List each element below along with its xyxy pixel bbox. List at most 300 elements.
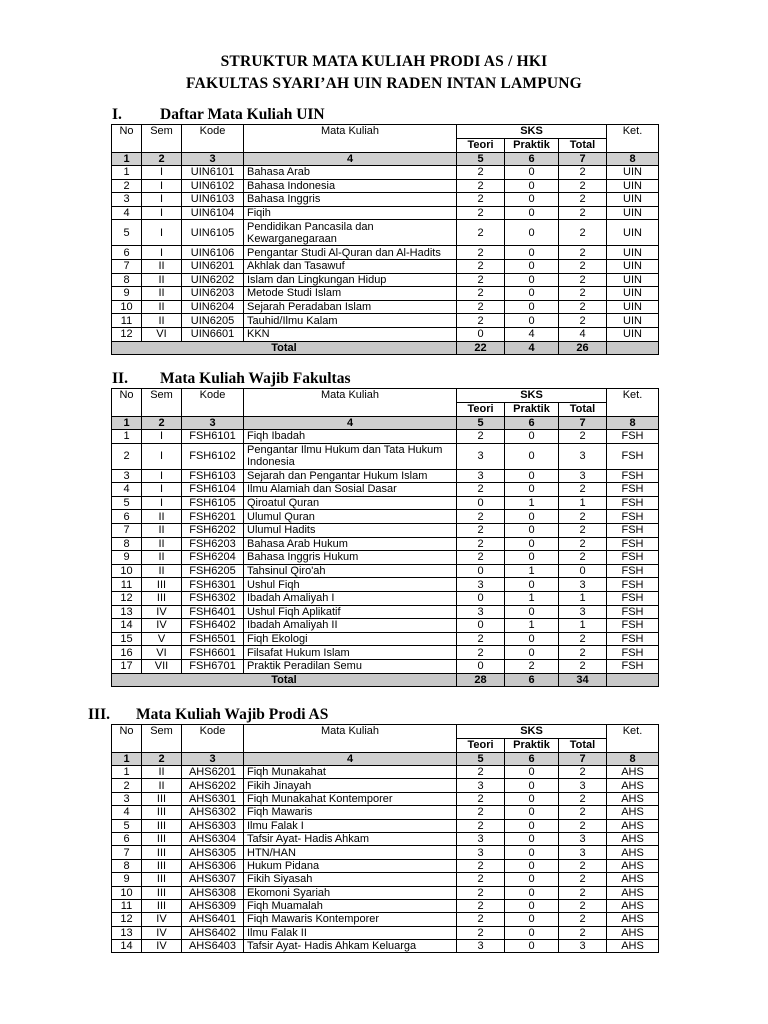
row-praktik: 0 — [505, 632, 559, 646]
table-row — [112, 193, 659, 207]
row-praktik: 0 — [505, 287, 559, 301]
table-row — [112, 886, 659, 899]
row-praktik: 0 — [505, 886, 559, 899]
row-total: 2 — [559, 646, 607, 660]
row-kode: UIN6106 — [182, 246, 244, 260]
no-header: No — [112, 125, 142, 153]
row-teori: 0 — [457, 659, 505, 673]
total-value: 26 — [559, 341, 607, 354]
row-sem: V — [142, 632, 182, 646]
column-number: 7 — [559, 753, 607, 766]
total-ket — [607, 673, 659, 686]
ket-header: Ket. — [607, 389, 659, 417]
row-ket: UIN — [607, 300, 659, 314]
row-course-name: Fiqh Ibadah — [244, 430, 457, 444]
row-sem: I — [142, 483, 182, 497]
row-ket: FSH — [607, 430, 659, 444]
row-no: 9 — [112, 873, 142, 886]
column-number: 4 — [244, 417, 457, 430]
row-no: 2 — [112, 443, 142, 469]
row-total: 2 — [559, 483, 607, 497]
row-praktik: 0 — [505, 220, 559, 246]
row-total: 2 — [559, 246, 607, 260]
row-total: 2 — [559, 806, 607, 819]
row-sem: II — [142, 273, 182, 287]
row-total: 2 — [559, 859, 607, 872]
row-ket: AHS — [607, 940, 659, 953]
row-no: 5 — [112, 220, 142, 246]
document-title-line-1: STRUKTUR MATA KULIAH PRODI AS / HKI — [220, 53, 548, 70]
row-ket: AHS — [607, 819, 659, 832]
row-teori: 2 — [457, 646, 505, 660]
section-3-number: III. — [88, 706, 110, 723]
row-ket: FSH — [607, 510, 659, 524]
row-ket: FSH — [607, 537, 659, 551]
table-row — [112, 523, 659, 537]
row-course-name: Tafsir Ayat- Hadis Ahkam Keluarga — [244, 940, 457, 953]
row-course-name: Ilmu Alamiah dan Sosial Dasar — [244, 483, 457, 497]
row-kode: UIN6201 — [182, 259, 244, 273]
section-3-title: Mata Kuliah Wajib Prodi AS — [136, 706, 329, 723]
row-teori: 2 — [457, 873, 505, 886]
mata-kuliah-header: Mata Kuliah — [244, 389, 457, 417]
teori-header: Teori — [457, 739, 505, 753]
row-ket: FSH — [607, 659, 659, 673]
row-kode: AHS6202 — [182, 779, 244, 792]
row-no: 11 — [112, 578, 142, 592]
row-course-name: Tahsinul Qiro'ah — [244, 564, 457, 578]
row-kode: FSH6401 — [182, 605, 244, 619]
row-sem: IV — [142, 913, 182, 926]
row-teori: 2 — [457, 273, 505, 287]
column-number: 8 — [607, 753, 659, 766]
row-praktik: 4 — [505, 327, 559, 341]
column-number: 1 — [112, 417, 142, 430]
row-sem: III — [142, 899, 182, 912]
table-row — [112, 913, 659, 926]
row-course-name: Fiqh Ekologi — [244, 632, 457, 646]
row-course-name: Tafsir Ayat- Hadis Ahkam — [244, 832, 457, 845]
row-total: 2 — [559, 873, 607, 886]
row-praktik: 0 — [505, 792, 559, 805]
row-total: 0 — [559, 564, 607, 578]
row-total: 2 — [559, 766, 607, 779]
table-row — [112, 632, 659, 646]
row-kode: UIN6205 — [182, 314, 244, 328]
row-no: 16 — [112, 646, 142, 660]
row-kode: UIN6601 — [182, 327, 244, 341]
column-number: 7 — [559, 153, 607, 166]
row-total: 2 — [559, 659, 607, 673]
row-praktik: 1 — [505, 591, 559, 605]
sks-header: SKS — [457, 125, 607, 139]
row-course-name: Bahasa Inggris — [244, 193, 457, 207]
row-no: 4 — [112, 206, 142, 220]
row-teori: 2 — [457, 246, 505, 260]
row-teori: 2 — [457, 220, 505, 246]
total-value: 4 — [505, 341, 559, 354]
table-row — [112, 430, 659, 444]
praktik-header: Praktik — [505, 139, 559, 153]
header-row — [112, 389, 659, 403]
row-sem: II — [142, 510, 182, 524]
row-teori: 2 — [457, 179, 505, 193]
row-no: 5 — [112, 819, 142, 832]
row-ket: UIN — [607, 246, 659, 260]
row-sem: II — [142, 766, 182, 779]
row-course-name: Qiroatul Quran — [244, 496, 457, 510]
row-sem: I — [142, 469, 182, 483]
row-kode: AHS6403 — [182, 940, 244, 953]
row-teori: 2 — [457, 206, 505, 220]
row-ket: AHS — [607, 832, 659, 845]
row-kode: AHS6303 — [182, 819, 244, 832]
row-no: 7 — [112, 846, 142, 859]
row-sem: I — [142, 179, 182, 193]
row-course-name: Ushul Fiqh Aplikatif — [244, 605, 457, 619]
row-course-name: Ibadah Amaliyah II — [244, 619, 457, 633]
row-total: 4 — [559, 327, 607, 341]
row-ket: AHS — [607, 846, 659, 859]
column-number: 3 — [182, 753, 244, 766]
row-no: 17 — [112, 659, 142, 673]
total-label: Total — [112, 673, 457, 686]
row-ket: FSH — [607, 483, 659, 497]
row-sem: IV — [142, 926, 182, 939]
praktik-header: Praktik — [505, 403, 559, 417]
row-kode: FSH6302 — [182, 591, 244, 605]
row-teori: 2 — [457, 300, 505, 314]
row-praktik: 0 — [505, 443, 559, 469]
row-teori: 2 — [457, 886, 505, 899]
row-kode: AHS6305 — [182, 846, 244, 859]
row-no: 3 — [112, 193, 142, 207]
row-sem: II — [142, 551, 182, 565]
row-sem: I — [142, 443, 182, 469]
row-course-name: Fiqh Mawaris — [244, 806, 457, 819]
row-kode: FSH6204 — [182, 551, 244, 565]
table-row — [112, 510, 659, 524]
row-teori: 2 — [457, 806, 505, 819]
row-teori: 2 — [457, 766, 505, 779]
row-no: 10 — [112, 564, 142, 578]
sks-header: SKS — [457, 389, 607, 403]
row-teori: 2 — [457, 314, 505, 328]
row-course-name: Ulumul Quran — [244, 510, 457, 524]
row-teori: 2 — [457, 632, 505, 646]
table-row — [112, 591, 659, 605]
column-number: 2 — [142, 753, 182, 766]
row-sem: VI — [142, 327, 182, 341]
row-course-name: Hukum Pidana — [244, 859, 457, 872]
row-praktik: 0 — [505, 766, 559, 779]
row-sem: III — [142, 819, 182, 832]
column-number: 5 — [457, 153, 505, 166]
row-kode: AHS6402 — [182, 926, 244, 939]
row-total: 2 — [559, 886, 607, 899]
section-3-heading — [88, 706, 328, 724]
row-kode: UIN6101 — [182, 166, 244, 180]
row-sem: II — [142, 537, 182, 551]
ket-header: Ket. — [607, 725, 659, 753]
row-course-name: Fiqh Munakahat — [244, 766, 457, 779]
row-total: 2 — [559, 206, 607, 220]
row-ket: FSH — [607, 443, 659, 469]
row-total: 2 — [559, 899, 607, 912]
sem-header: Sem — [142, 125, 182, 153]
row-no: 12 — [112, 913, 142, 926]
kode-header: Kode — [182, 725, 244, 753]
uin-course-table — [111, 124, 659, 355]
row-total: 2 — [559, 632, 607, 646]
row-teori: 3 — [457, 832, 505, 845]
row-praktik: 2 — [505, 659, 559, 673]
table-row — [112, 551, 659, 565]
column-number: 5 — [457, 417, 505, 430]
total-value: 28 — [457, 673, 505, 686]
total-label: Total — [112, 341, 457, 354]
row-course-name: Ibadah Amaliyah I — [244, 591, 457, 605]
row-sem: III — [142, 806, 182, 819]
row-sem: I — [142, 193, 182, 207]
table-row — [112, 259, 659, 273]
table-row — [112, 899, 659, 912]
row-total: 3 — [559, 605, 607, 619]
row-no: 1 — [112, 430, 142, 444]
kode-header: Kode — [182, 125, 244, 153]
row-sem: I — [142, 496, 182, 510]
table-row — [112, 646, 659, 660]
row-ket: AHS — [607, 926, 659, 939]
row-kode: UIN6103 — [182, 193, 244, 207]
row-sem: III — [142, 886, 182, 899]
praktik-header: Praktik — [505, 739, 559, 753]
row-praktik: 0 — [505, 314, 559, 328]
row-praktik: 0 — [505, 551, 559, 565]
row-course-name: Ushul Fiqh — [244, 578, 457, 592]
row-praktik: 0 — [505, 300, 559, 314]
row-kode: FSH6104 — [182, 483, 244, 497]
row-kode: FSH6601 — [182, 646, 244, 660]
column-number: 5 — [457, 753, 505, 766]
row-teori: 2 — [457, 166, 505, 180]
faculty-course-table — [111, 388, 659, 687]
row-sem: II — [142, 523, 182, 537]
row-sem: I — [142, 166, 182, 180]
row-course-name: Akhlak dan Tasawuf — [244, 259, 457, 273]
row-total: 2 — [559, 314, 607, 328]
row-kode: FSH6205 — [182, 564, 244, 578]
row-teori: 0 — [457, 564, 505, 578]
row-no: 11 — [112, 314, 142, 328]
row-no: 5 — [112, 496, 142, 510]
row-no: 11 — [112, 899, 142, 912]
row-total: 3 — [559, 578, 607, 592]
row-praktik: 0 — [505, 469, 559, 483]
row-praktik: 0 — [505, 430, 559, 444]
row-sem: VII — [142, 659, 182, 673]
row-teori: 2 — [457, 193, 505, 207]
row-total: 2 — [559, 430, 607, 444]
row-no: 14 — [112, 619, 142, 633]
column-number: 6 — [505, 153, 559, 166]
row-sem: III — [142, 591, 182, 605]
row-ket: FSH — [607, 578, 659, 592]
row-no: 10 — [112, 300, 142, 314]
row-total: 2 — [559, 166, 607, 180]
row-course-name: Ulumul Hadits — [244, 523, 457, 537]
row-course-name: Bahasa Arab Hukum — [244, 537, 457, 551]
row-total: 2 — [559, 259, 607, 273]
row-course-name: HTN/HAN — [244, 846, 457, 859]
row-praktik: 0 — [505, 940, 559, 953]
row-no: 14 — [112, 940, 142, 953]
row-ket: FSH — [607, 619, 659, 633]
row-no: 13 — [112, 926, 142, 939]
row-kode: AHS6302 — [182, 806, 244, 819]
row-praktik: 0 — [505, 873, 559, 886]
row-sem: III — [142, 873, 182, 886]
row-teori: 2 — [457, 523, 505, 537]
row-no: 6 — [112, 246, 142, 260]
table-row — [112, 179, 659, 193]
table-row — [112, 873, 659, 886]
row-ket: FSH — [607, 646, 659, 660]
row-course-name: Fikih Siyasah — [244, 873, 457, 886]
row-course-name: Fiqh Muamalah — [244, 899, 457, 912]
row-course-name: Fiqh Mawaris Kontemporer — [244, 913, 457, 926]
row-teori: 0 — [457, 591, 505, 605]
section-2-number: II. — [112, 370, 128, 387]
row-kode: AHS6301 — [182, 792, 244, 805]
row-sem: IV — [142, 605, 182, 619]
row-ket: UIN — [607, 193, 659, 207]
row-ket: AHS — [607, 873, 659, 886]
row-praktik: 0 — [505, 179, 559, 193]
row-total: 2 — [559, 926, 607, 939]
prodi-course-table — [111, 724, 659, 953]
table-row — [112, 287, 659, 301]
row-total: 3 — [559, 846, 607, 859]
row-sem: I — [142, 246, 182, 260]
column-number: 4 — [244, 153, 457, 166]
row-course-name: Pengantar Ilmu Hukum dan Tata Hukum Indonesia — [244, 443, 457, 469]
row-no: 10 — [112, 886, 142, 899]
row-total: 2 — [559, 819, 607, 832]
total-value: 22 — [457, 341, 505, 354]
table-row — [112, 220, 659, 246]
row-sem: III — [142, 832, 182, 845]
row-sem: I — [142, 220, 182, 246]
row-total: 1 — [559, 591, 607, 605]
table-row — [112, 469, 659, 483]
row-no: 3 — [112, 469, 142, 483]
row-teori: 2 — [457, 430, 505, 444]
no-header: No — [112, 725, 142, 753]
row-ket: AHS — [607, 792, 659, 805]
row-ket: UIN — [607, 273, 659, 287]
row-total: 3 — [559, 940, 607, 953]
row-teori: 0 — [457, 619, 505, 633]
row-course-name: Filsafat Hukum Islam — [244, 646, 457, 660]
row-course-name: Pengantar Studi Al-Quran dan Al-Hadits — [244, 246, 457, 260]
sem-header: Sem — [142, 725, 182, 753]
row-ket: FSH — [607, 551, 659, 565]
row-course-name: Bahasa Indonesia — [244, 179, 457, 193]
row-teori: 2 — [457, 537, 505, 551]
row-course-name: Bahasa Arab — [244, 166, 457, 180]
header-row — [112, 725, 659, 739]
table-row — [112, 779, 659, 792]
row-teori: 3 — [457, 605, 505, 619]
row-praktik: 0 — [505, 899, 559, 912]
row-no: 12 — [112, 327, 142, 341]
sks-header: SKS — [457, 725, 607, 739]
row-sem: II — [142, 564, 182, 578]
row-no: 9 — [112, 551, 142, 565]
row-total: 3 — [559, 779, 607, 792]
table-row — [112, 619, 659, 633]
row-no: 6 — [112, 832, 142, 845]
row-no: 4 — [112, 483, 142, 497]
row-teori: 2 — [457, 483, 505, 497]
total-row — [112, 341, 659, 354]
row-sem: IV — [142, 940, 182, 953]
row-sem: IV — [142, 619, 182, 633]
row-praktik: 1 — [505, 496, 559, 510]
row-ket: UIN — [607, 327, 659, 341]
row-total: 2 — [559, 792, 607, 805]
row-total: 2 — [559, 287, 607, 301]
row-praktik: 0 — [505, 819, 559, 832]
table-row — [112, 792, 659, 805]
row-course-name: Fiqih — [244, 206, 457, 220]
row-course-name: Ilmu Falak I — [244, 819, 457, 832]
total-header: Total — [559, 139, 607, 153]
section-1-title: Daftar Mata Kuliah UIN — [160, 106, 325, 123]
row-total: 1 — [559, 496, 607, 510]
table-row — [112, 806, 659, 819]
row-ket: FSH — [607, 564, 659, 578]
row-praktik: 0 — [505, 846, 559, 859]
ket-header: Ket. — [607, 125, 659, 153]
row-total: 3 — [559, 469, 607, 483]
row-total: 2 — [559, 551, 607, 565]
row-course-name: Islam dan Lingkungan Hidup — [244, 273, 457, 287]
row-kode: AHS6401 — [182, 913, 244, 926]
row-ket: AHS — [607, 806, 659, 819]
row-no: 8 — [112, 273, 142, 287]
row-no: 12 — [112, 591, 142, 605]
row-kode: FSH6501 — [182, 632, 244, 646]
row-kode: UIN6104 — [182, 206, 244, 220]
row-ket: UIN — [607, 220, 659, 246]
column-number: 3 — [182, 153, 244, 166]
table-row — [112, 273, 659, 287]
mata-kuliah-header: Mata Kuliah — [244, 125, 457, 153]
row-total: 3 — [559, 832, 607, 845]
row-kode: UIN6203 — [182, 287, 244, 301]
row-course-name: Fikih Jinayah — [244, 779, 457, 792]
row-ket: AHS — [607, 886, 659, 899]
row-sem: VI — [142, 646, 182, 660]
row-kode: UIN6102 — [182, 179, 244, 193]
kode-header: Kode — [182, 389, 244, 417]
column-number: 2 — [142, 417, 182, 430]
table-row — [112, 483, 659, 497]
row-kode: FSH6202 — [182, 523, 244, 537]
table-row — [112, 246, 659, 260]
